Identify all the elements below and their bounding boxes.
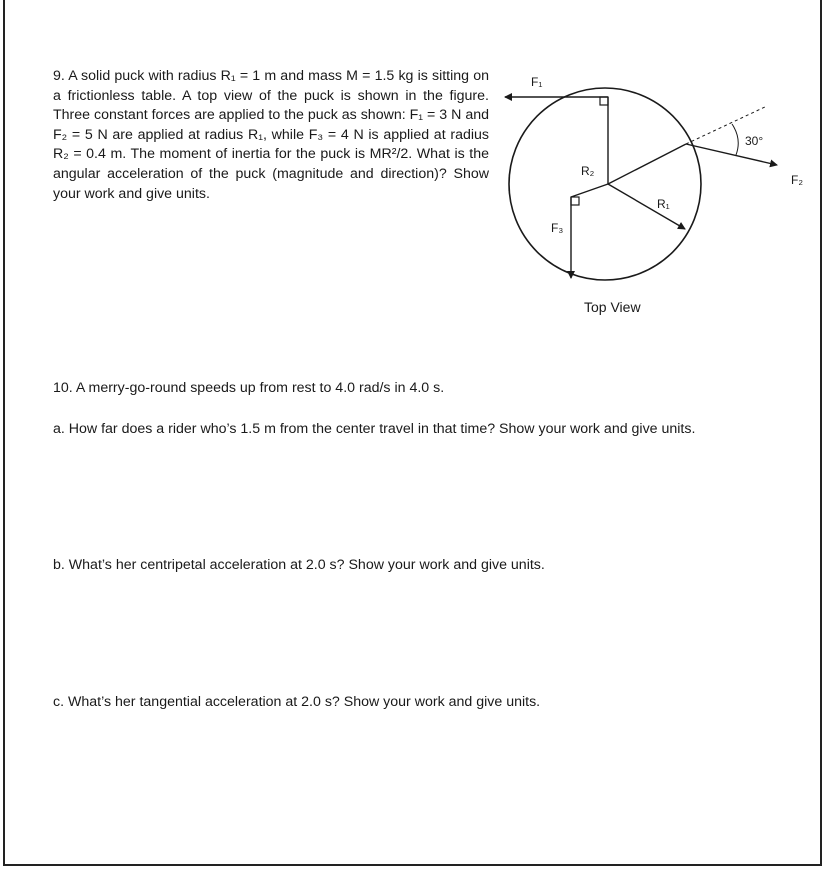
radius-r2-label: R₂ bbox=[581, 164, 595, 178]
force-f2-label: F₂ bbox=[791, 173, 803, 187]
angle-arc bbox=[732, 124, 738, 155]
radius-r1-label: R₁ bbox=[657, 197, 670, 211]
puck-diagram bbox=[5, 0, 820, 340]
puck-circle bbox=[509, 88, 701, 280]
radius-to-f2-line bbox=[608, 144, 686, 184]
figure-caption: Top View bbox=[584, 299, 641, 315]
question-10-part-a: a. How far does a rider who’s 1.5 m from the center travel in that time? Show your work and give units. bbox=[53, 421, 696, 437]
question-10-part-c: c. What’s her tangential acceleration at 2.0 s? Show your work and give units. bbox=[53, 694, 541, 710]
radius-r1-line bbox=[608, 184, 685, 229]
radius-r2-line bbox=[571, 184, 608, 197]
force-f3-label: F₃ bbox=[551, 221, 564, 235]
question-9-text: 9. A solid puck with radius R₁ = 1 m and mass M = 1.5 kg is sitting on a frictionless table. A top view of the puck is shown in the figure. Three constant forces are applied to the puck as shown: F₁ = 3 N and F₂ = 5 N are applied at radius R₁, while F₃ = 4 N is applied at radius R₂ = 0.4 m. The moment of inertia for the puck is MR²/2. What is the angular acceleration of the puck (magnitude and direction)? Show your work and give units. bbox=[53, 68, 489, 202]
right-angle-mark-r2 bbox=[571, 197, 579, 205]
force-f2-arrow bbox=[686, 144, 777, 165]
angle-label: 30° bbox=[745, 134, 764, 148]
question-10-part-b: b. What’s her centripetal acceleration at 2.0 s? Show your work and give units. bbox=[53, 557, 545, 573]
force-f1-label: F₁ bbox=[531, 75, 543, 89]
question-10-intro: 10. A merry-go-round speeds up from rest to 4.0 rad/s in 4.0 s. bbox=[53, 380, 445, 396]
right-angle-mark-top bbox=[600, 97, 608, 105]
worksheet-page bbox=[3, 0, 822, 866]
